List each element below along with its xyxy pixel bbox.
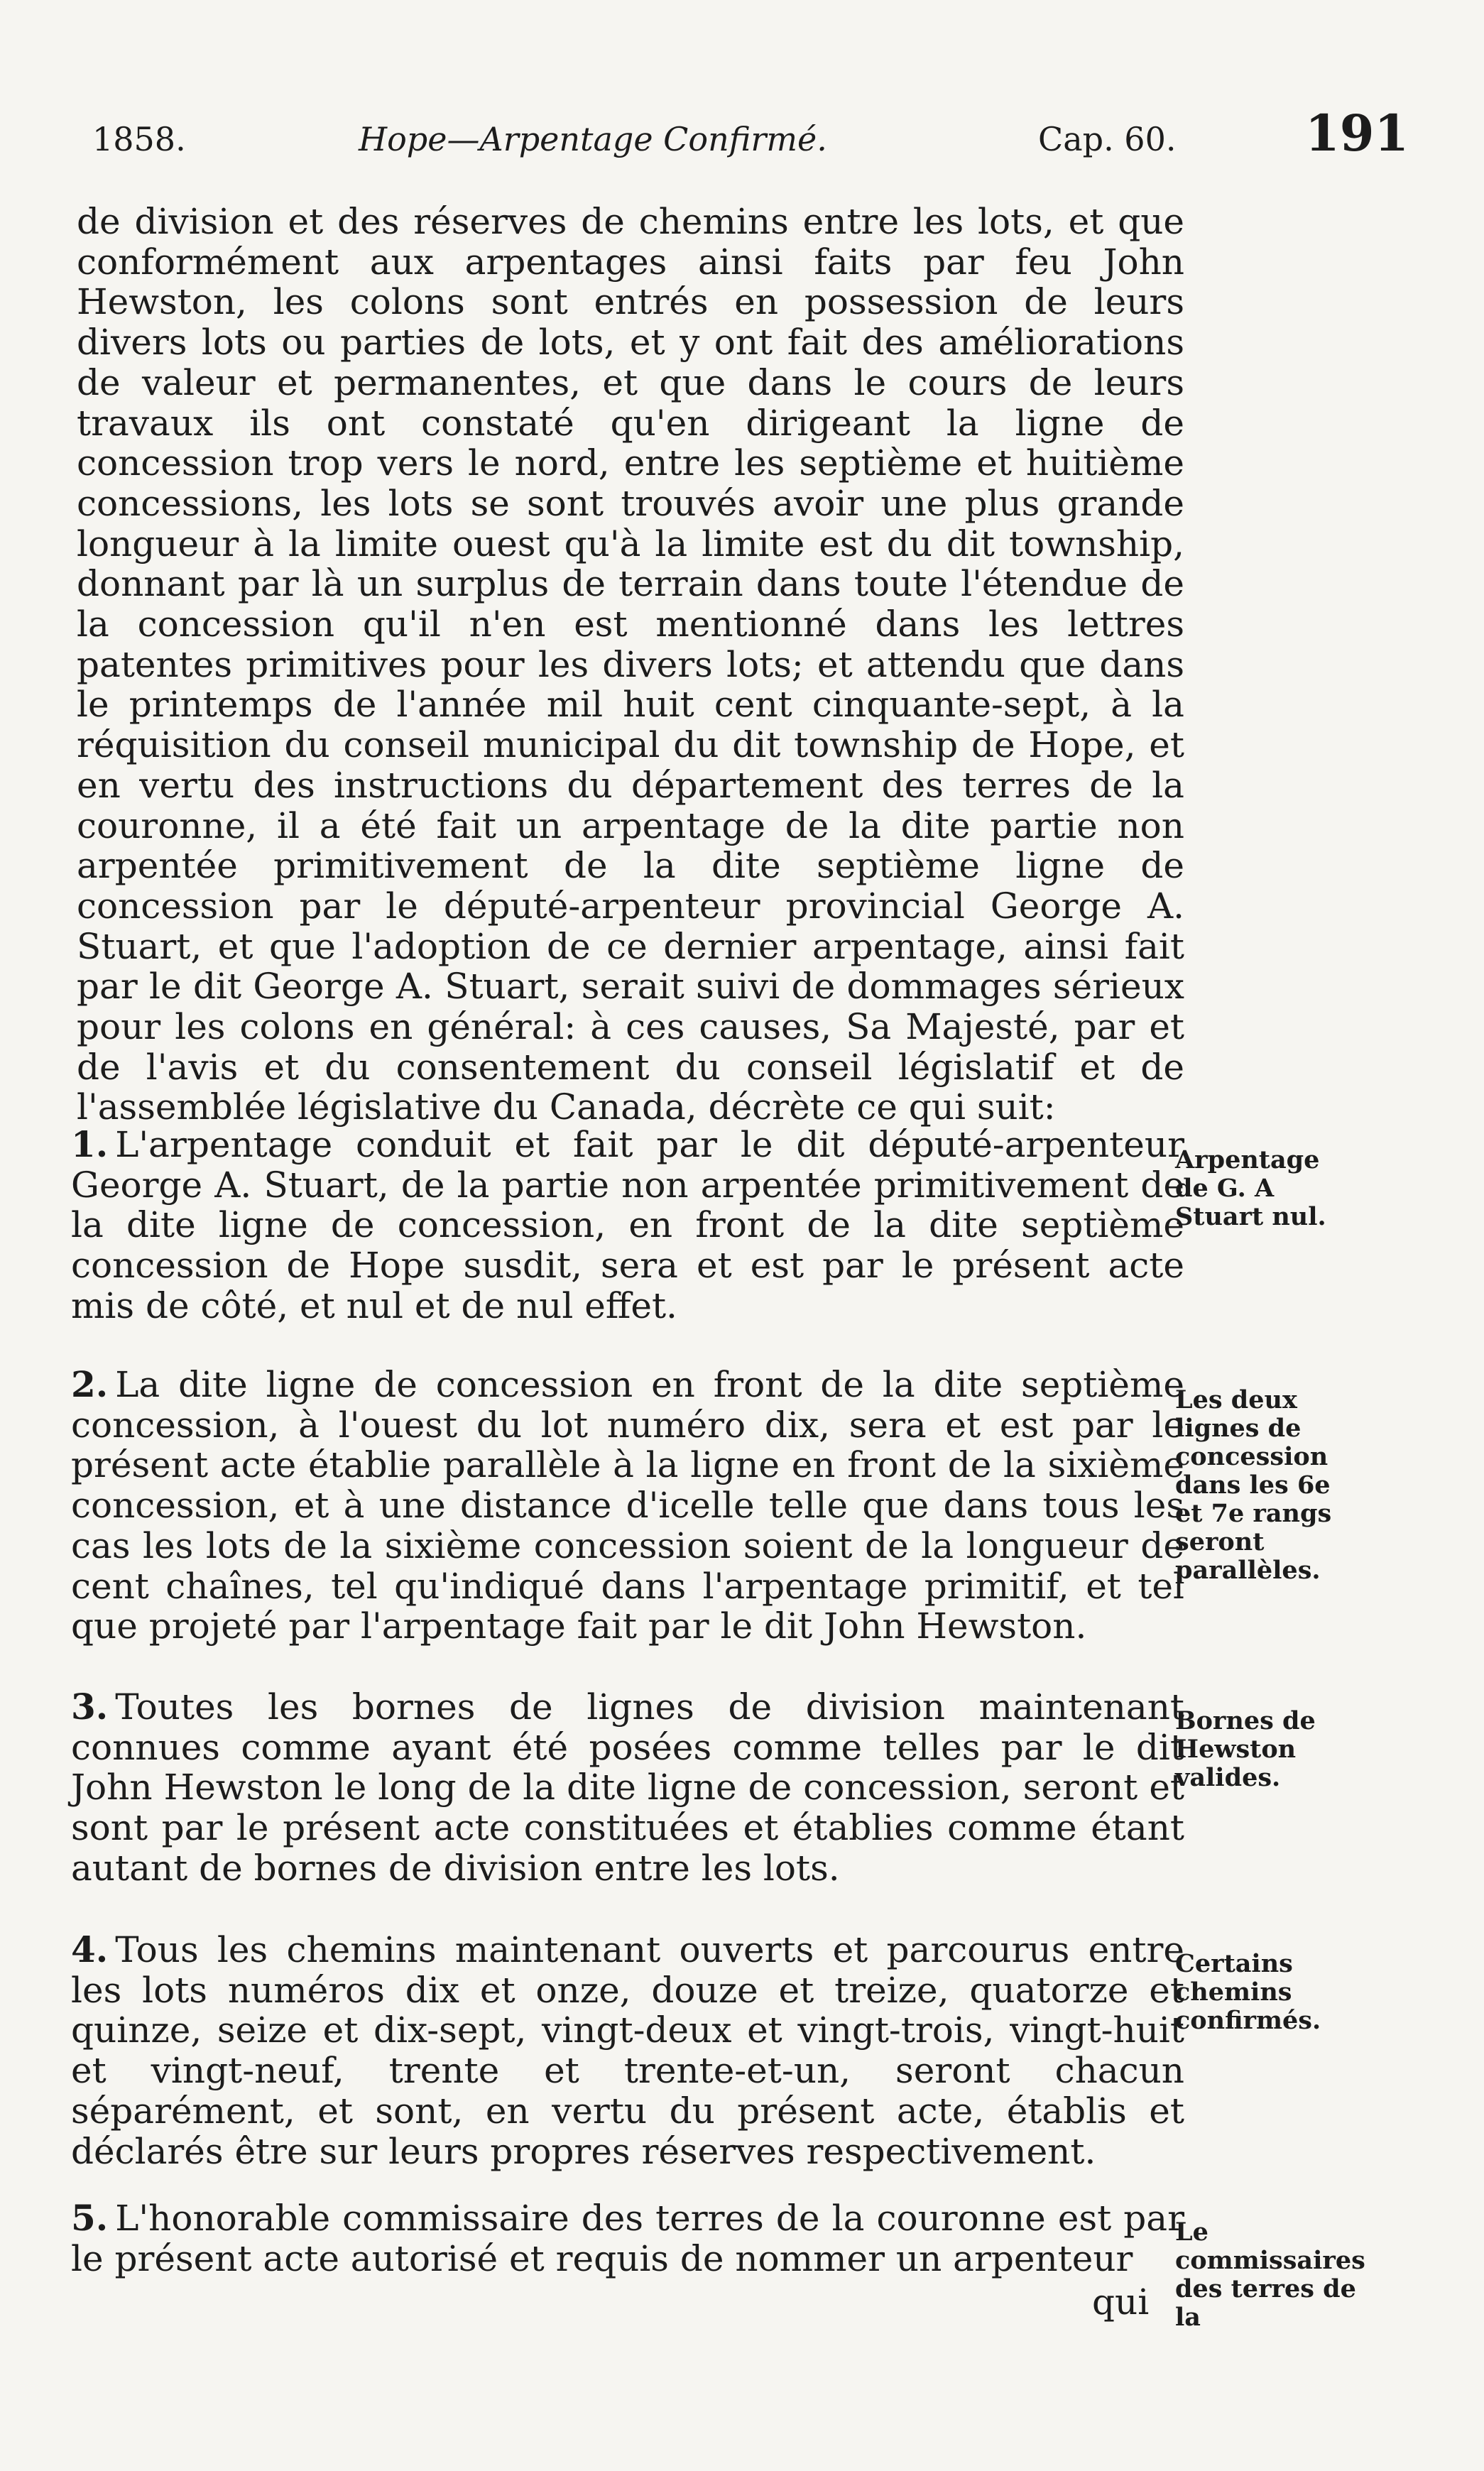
section-3-number: 3. bbox=[71, 1686, 109, 1728]
section-4-text: Tous les chemins maintenant ouverts et parcourus entre les lots numéros dix et onze, douze et treize, quatorze et quinze, seize et dix-sept, vingt-deux et vingt-trois, vingt-huit et vingt-neuf, trente et trente-et-un, seront chacun séparément, et sont, en vertu du présent acte, établis et déclarés être sur leurs propres réserves respectivement. bbox=[71, 1929, 1184, 2172]
section-2-number: 2. bbox=[71, 1363, 109, 1405]
section-2-text: La dite ligne de concession en front de la dite septième concession, à l'ouest du lot numéro dix, sera et est par le présent acte établie parallèle à la ligne en front de la sixième concession, et à une distance d'icelle telle que dans tous les cas les lots de la sixième concession soient de la longueur de cent chaînes, tel qu'indiqué dans l'arpentage primitif, et tel que projeté par l'arpentage fait par le dit John Hewston. bbox=[71, 1364, 1184, 1647]
header-title: Hope—Arpentage Confirmé. bbox=[359, 120, 827, 158]
margin-note-1: Arpentage de G. A Stuart nul. bbox=[1175, 1145, 1326, 1231]
section-4-number: 4. bbox=[71, 1929, 109, 1970]
margin-note-3: Bornes de Hewston valides. bbox=[1175, 1706, 1316, 1792]
section-2 bbox=[71, 1365, 1184, 1647]
section-1-number: 1. bbox=[71, 1123, 109, 1165]
section-4 bbox=[71, 1930, 1184, 2171]
section-3-text: Toutes les bornes de lignes de division maintenant connues comme ayant été posées comme telles par le dit John Hewston le long de la dite ligne de concession, seront et sont par le présent acte constituées et établies comme étant autant de bornes de division entre les lots. bbox=[71, 1686, 1184, 1889]
margin-note-2: Les deux lignes de concession dans les 6e et 7e rangs seront parallèles. bbox=[1175, 1385, 1332, 1585]
margin-note-4: Certains chemins confirmés. bbox=[1175, 1949, 1321, 2035]
section-1-text: L'arpentage conduit et fait par le dit député-arpenteur George A. Stuart, de la partie non arpentée primitivement de la dite ligne de concession, en front de la dite septième concession de Hope susdit, sera et est par le présent acte mis de côté, et nul et de nul effet. bbox=[71, 1124, 1184, 1326]
preamble-paragraph: de division et des réserves de chemins entre les lots, et que conformément aux arpentages ainsi faits par feu John Hewston, les colons sont entrés en possession de leurs divers lots ou parties de lots, et y ont fait des améliorations de valeur et permanentes, et que dans le cours de leurs travaux ils ont constaté qu'en dirigeant la ligne de concession trop vers le nord, entre les septième et huitième concessions, les lots se sont trouvés avoir une plus grande longueur à la limite ouest qu'à la limite est du dit township, donnant par là un surplus de terrain dans toute l'étendue de la concession qu'il n'en est mentionné dans les lettres patentes primitives pour les divers lots; et attendu que dans le printemps de l'année mil huit cent cinquante-sept, à la réquisition du conseil municipal du dit township de Hope, et en vertu des instructions du département des terres de la couronne, il a été fait un arpentage de la dite partie non arpentée primitivement de la dite septième ligne de concession par le député-arpenteur provincial George A. Stuart, et que l'adoption de ce dernier arpentage, ainsi fait par le dit George A. Stuart, serait suivi de dommages sérieux pour les colons en général: à ces causes, Sa Majesté, par et de l'avis et du consentement du conseil législatif et de l'assemblée législative du Canada, décrète ce qui suit: bbox=[77, 201, 1184, 1128]
continuation-word: qui bbox=[1092, 2281, 1150, 2323]
section-5 bbox=[71, 2198, 1184, 2279]
section-3 bbox=[71, 1687, 1184, 1889]
margin-note-5: Le commissaires des terres de la bbox=[1175, 2218, 1365, 2332]
page-number: 191 bbox=[1305, 104, 1409, 163]
section-1 bbox=[71, 1125, 1184, 1326]
section-5-number: 5. bbox=[71, 2197, 109, 2239]
header-chapter: Cap. 60. bbox=[1038, 120, 1177, 158]
header-year: 1858. bbox=[92, 120, 186, 158]
section-5-text: L'honorable commissaire des terres de la couronne est par le présent acte autorisé et requis de nommer un arpenteur bbox=[71, 2198, 1184, 2279]
